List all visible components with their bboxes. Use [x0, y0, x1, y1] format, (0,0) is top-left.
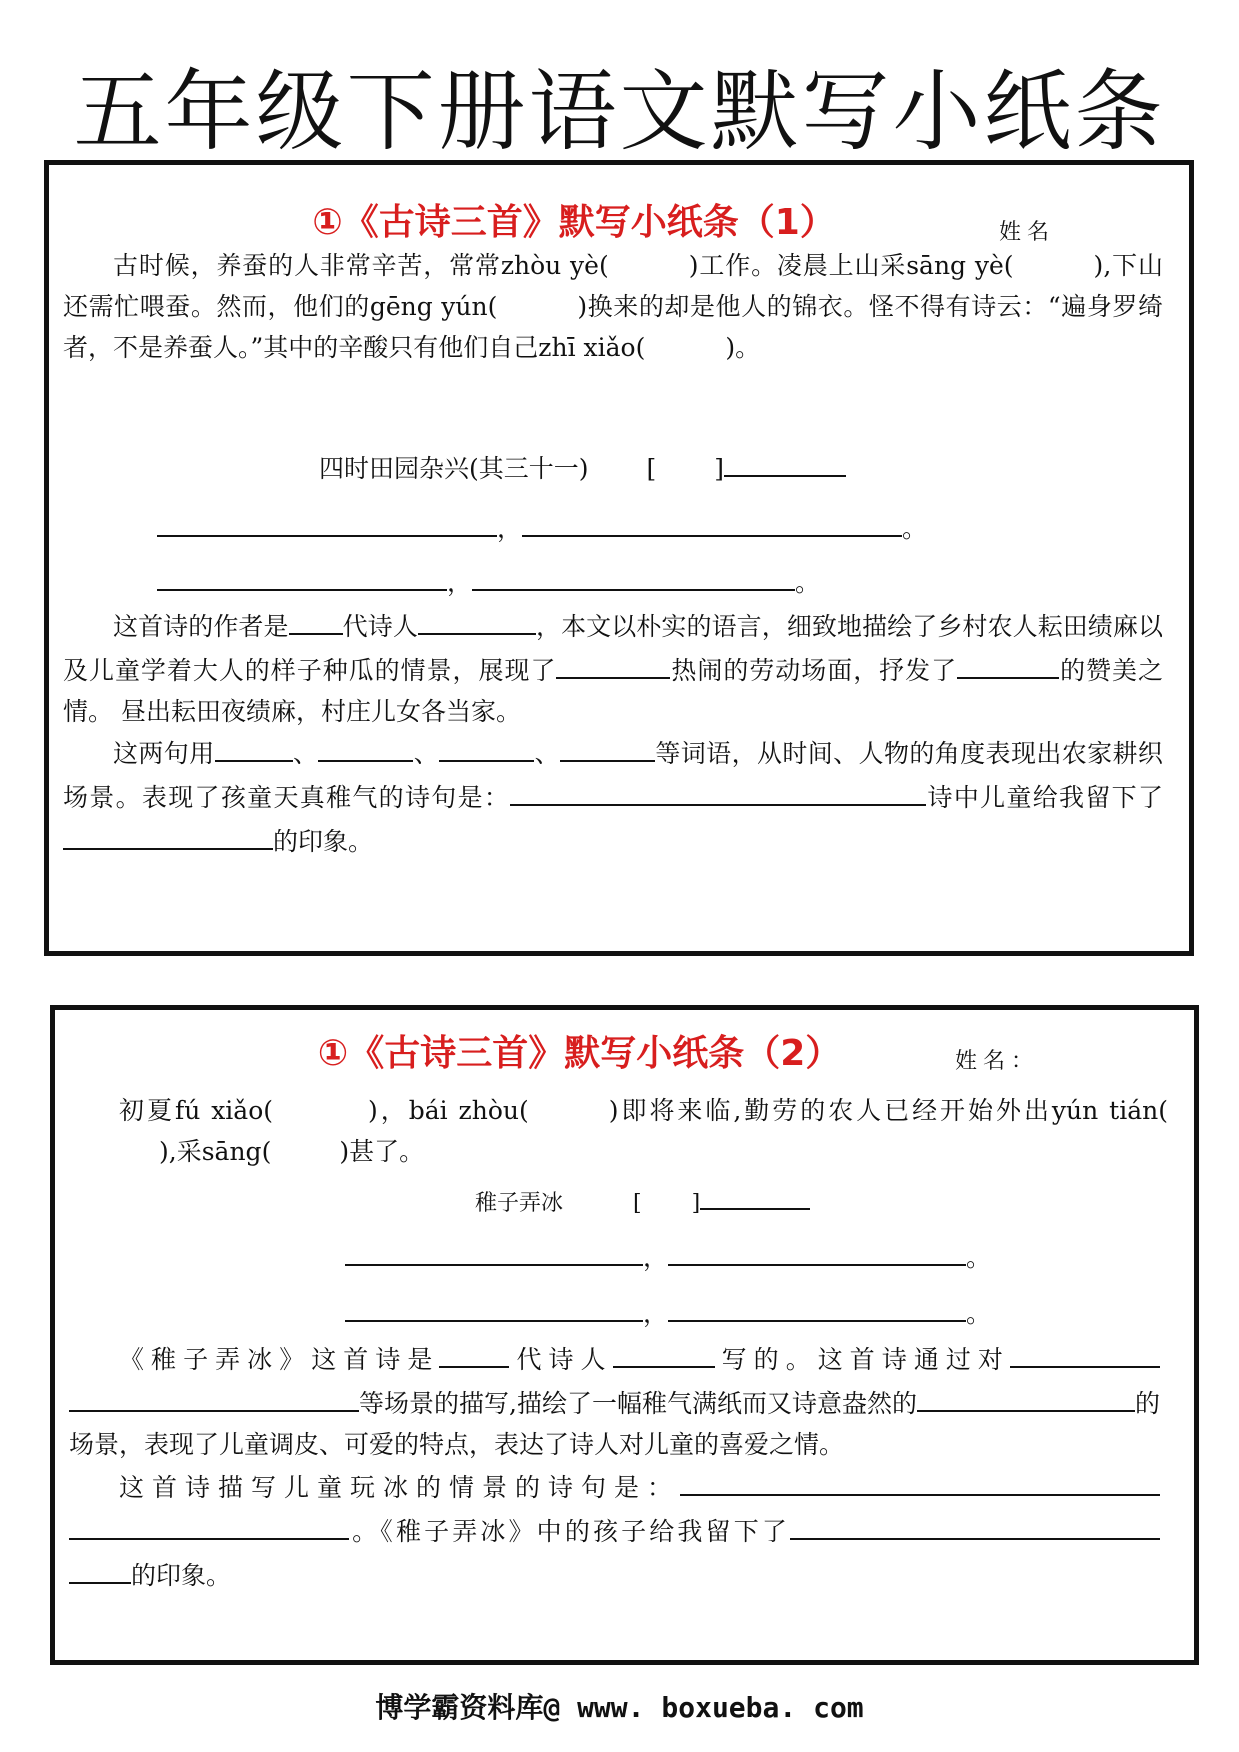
answer-blank[interactable]: [69, 1380, 359, 1412]
poem-blank[interactable]: [522, 505, 902, 537]
author-blank[interactable]: [700, 1178, 810, 1210]
answer-blank[interactable]: [1010, 1336, 1160, 1368]
footer-watermark: 博学霸资料库@ www. boxueba. com: [375, 1691, 864, 1724]
card-2-paragraph-analysis: 《稚子弄冰》这首诗是 代诗人 写的。这首诗通过对等场景的描写,描绘了一幅稚气满纸而又诗意盎然的 的场景，表现了儿童调皮、可爱的特点，表达了诗人对儿童的喜爱之情。: [69, 1336, 1160, 1465]
answer-blank[interactable]: [556, 647, 670, 679]
answer-blank[interactable]: [215, 730, 293, 762]
footer-url[interactable]: www. boxueba. com: [577, 1691, 864, 1724]
poem-title-row: 稚子弄冰 [ ]: [475, 1178, 810, 1224]
answer-blank[interactable]: [63, 818, 273, 850]
poem-blank[interactable]: [345, 1234, 643, 1266]
poem-line-2: ， 。: [157, 559, 820, 603]
poem-blank[interactable]: [668, 1234, 966, 1266]
answer-blank[interactable]: [957, 647, 1059, 679]
answer-blank[interactable]: [69, 1552, 131, 1584]
name-label: 姓名: [999, 220, 1056, 245]
poem-blank[interactable]: [157, 559, 447, 591]
card-1-paragraph-pinyin: 古时候，养蚕的人非常辛苦，常常zhòu yè( )工作。凌晨上山采sāng yè( ),下山还需忙喂蚕。然而，他们的gēng yún( )换来的却是他人的锦衣。怪不得有诗云：“遍身罗绮者，不是养蚕人。”其中的辛酸只有他们自己zhī xiǎo( )。: [63, 251, 1163, 362]
circled-one-icon: ①: [317, 1033, 349, 1074]
answer-blank[interactable]: [900, 774, 926, 806]
answer-blank[interactable]: [439, 730, 534, 762]
card-2-title: ①《古诗三首》默写小纸条（2）: [317, 1033, 842, 1074]
poem-blank[interactable]: [668, 1290, 966, 1322]
poem-blank[interactable]: [472, 559, 795, 591]
answer-blank[interactable]: [289, 603, 343, 635]
answer-blank[interactable]: [69, 1508, 349, 1540]
poem-line-1: ， 。: [157, 505, 927, 549]
card-1-paragraph-analysis: 这首诗的作者是 代诗人 ，本文以朴实的语言，细致地描绘了乡村农人耘田绩麻以及儿童学着大人的样子种瓜的情景，展现了 热闹的劳动场面，抒发了 的赞美之情。 昼出耘田夜绩麻，村庄儿女各当家。: [63, 603, 1163, 732]
answer-blank[interactable]: [917, 1380, 1047, 1412]
answer-blank[interactable]: [680, 1464, 1160, 1496]
author-blank[interactable]: [724, 445, 846, 477]
dictation-card-2: [50, 1005, 1199, 1665]
answer-blank[interactable]: [318, 730, 413, 762]
card-2-paragraph-pinyin: 初夏fú xiǎo( )，bái zhòu( )即将来临,勤劳的农人已经开始外出yún tián(),采sāng( )甚了。: [119, 1096, 1168, 1166]
answer-blank[interactable]: [790, 1508, 1160, 1540]
answer-blank[interactable]: [418, 603, 536, 635]
page-title: 五年级下册语文默写小纸条: [73, 60, 1166, 163]
answer-blank[interactable]: [613, 1336, 715, 1368]
card-1-paragraph-questions: 这两句用 、 、 、 等词语，从时间、人物的角度表现出农家耕织场景。表现了孩童天真稚气的诗句是： 诗中儿童给我留下了的印象。: [63, 730, 1163, 862]
answer-blank[interactable]: [510, 774, 900, 806]
poem-title: 四时田园杂兴(其三十一): [319, 454, 589, 483]
poem-title: 稚子弄冰: [475, 1191, 564, 1216]
card-1-title: ①《古诗三首》默写小纸条（1）: [312, 202, 836, 243]
poem-line-1: ， 。: [345, 1234, 991, 1278]
card-2-paragraph-questions: 这首诗描写儿童玩冰的情景的诗句是：。《稚子弄冰》中的孩子给我留下了的印象。: [69, 1464, 1160, 1596]
poem-blank[interactable]: [157, 505, 497, 537]
name-label: 姓名：: [955, 1049, 1040, 1074]
dictation-card-1: [44, 160, 1194, 956]
answer-blank[interactable]: [439, 1336, 509, 1368]
answer-blank[interactable]: [1047, 1380, 1135, 1412]
poem-line-2: ， 。: [345, 1290, 991, 1334]
poem-title-row: 四时田园杂兴(其三十一) [ ]: [319, 445, 846, 489]
circled-one-icon: ①: [312, 202, 343, 243]
answer-blank[interactable]: [560, 730, 655, 762]
poem-blank[interactable]: [345, 1290, 643, 1322]
